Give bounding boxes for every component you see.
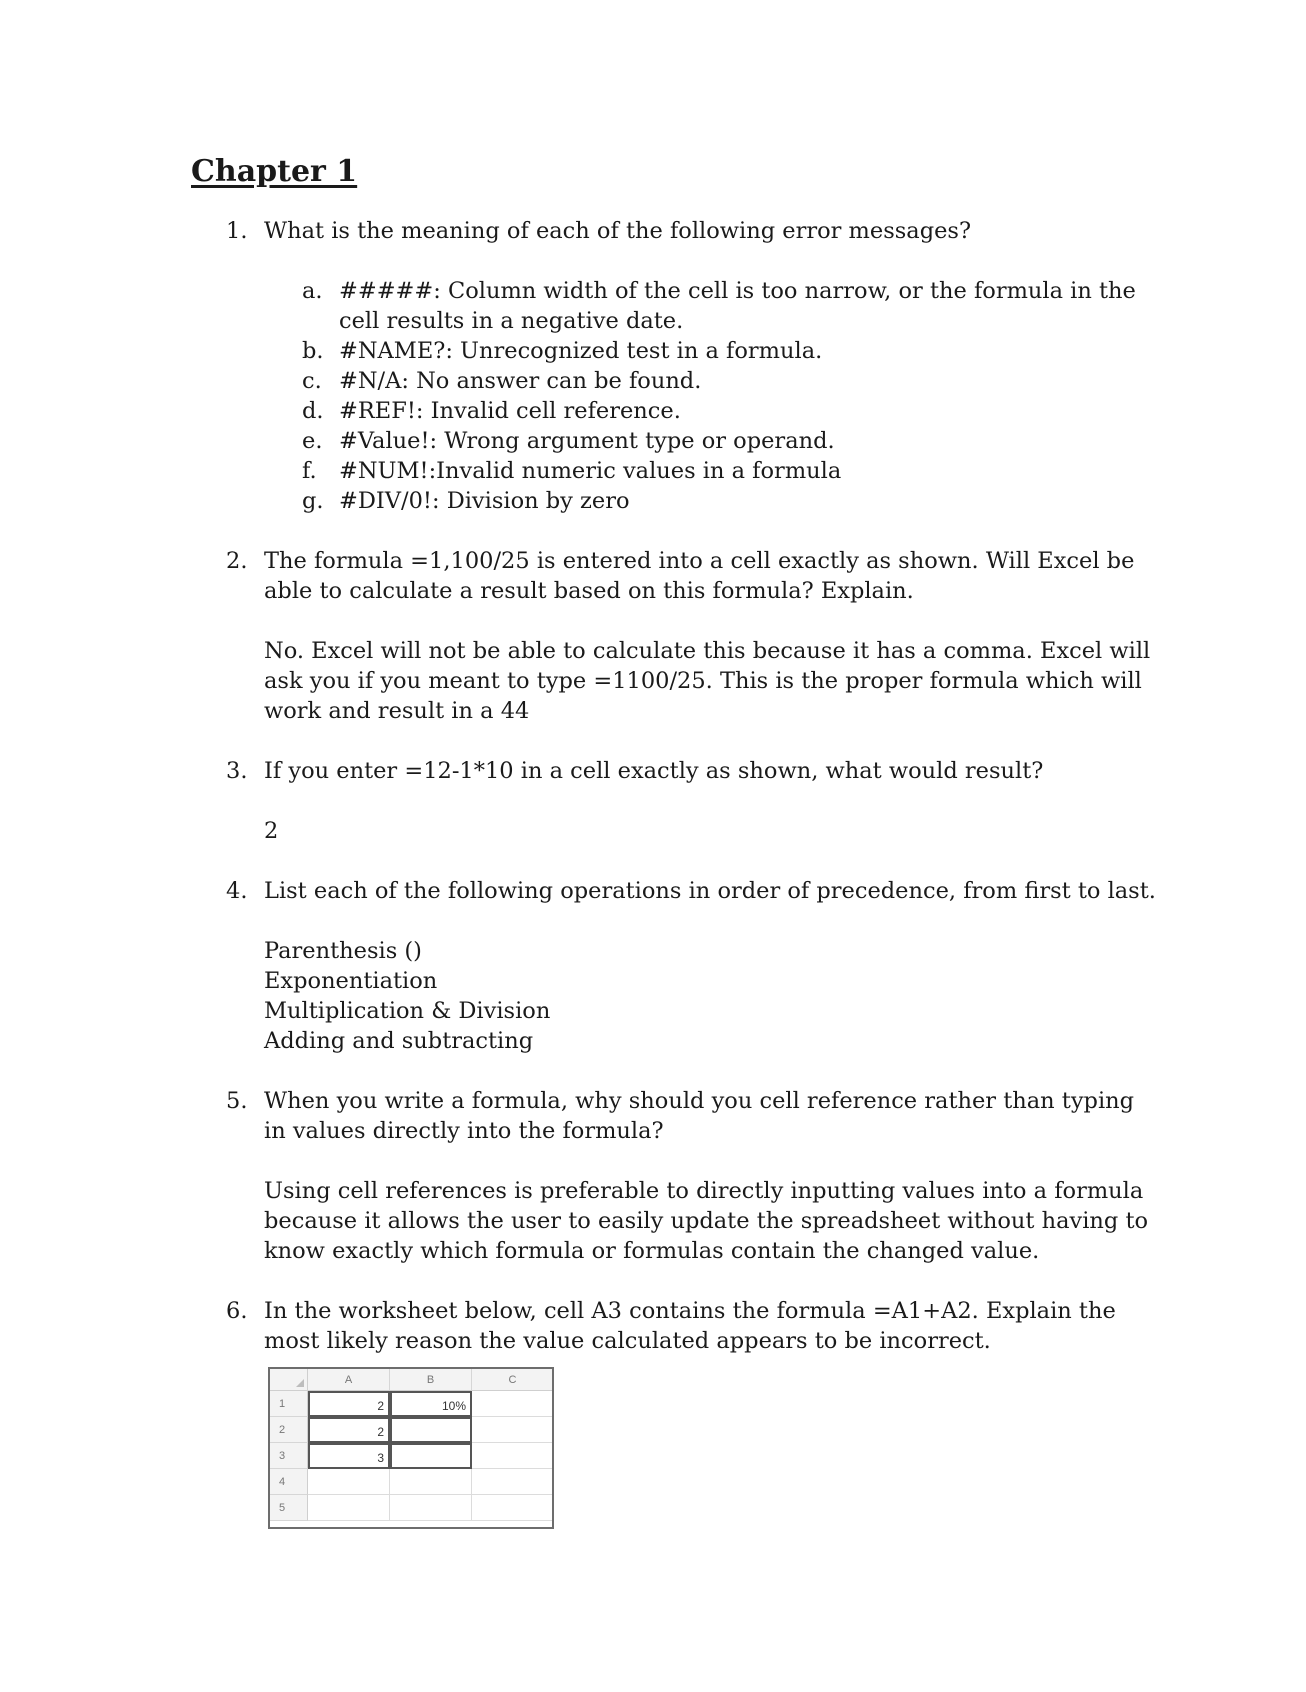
answer-5-line-3: know exactly which formula or formulas contain the changed value. [264, 1238, 1040, 1264]
cell-c3 [472, 1443, 554, 1469]
q1-item-a-letter: a. [302, 278, 323, 304]
q1-item-c-line: #N/A: No answer can be found. [339, 368, 702, 394]
question-1-text: What is the meaning of each of the following error messages? [264, 218, 972, 244]
cell-a3: 3 [308, 1443, 390, 1469]
answer-5-line-1: Using cell references is preferable to directly inputting values into a formula [264, 1178, 1144, 1204]
q1-item-a-line-1: #####: Column width of the cell is too narrow, or the formula in the [339, 278, 1136, 304]
worksheet-image [268, 1367, 554, 1529]
row-header-2: 2 [270, 1417, 308, 1443]
q1-item-b-line: #NAME?: Unrecognized test in a formula. [339, 338, 823, 364]
cell-c2 [472, 1417, 554, 1443]
answer-4-line-3: Multiplication & Division [264, 998, 551, 1024]
row-header-3: 3 [270, 1443, 308, 1469]
question-2-line-1: The formula =1,100/25 is entered into a cell exactly as shown. Will Excel be [264, 548, 1135, 574]
column-header-a: A [308, 1369, 390, 1391]
q1-item-g-line: #DIV/0!: Division by zero [339, 488, 630, 514]
q1-item-c-letter: c. [302, 368, 322, 394]
cell-b5 [390, 1495, 472, 1521]
question-1-number: 1. [226, 218, 248, 244]
column-header-b: B [390, 1369, 472, 1391]
column-header-c: C [472, 1369, 554, 1391]
q1-item-a-line-2: cell results in a negative date. [339, 308, 684, 334]
question-2-line-2: able to calculate a result based on this formula? Explain. [264, 578, 914, 604]
q1-item-g-letter: g. [302, 488, 324, 514]
cell-c4 [472, 1469, 554, 1495]
answer-4-line-2: Exponentiation [264, 968, 438, 994]
question-6-line-2: most likely reason the value calculated appears to be incorrect. [264, 1328, 991, 1354]
answer-4-line-1: Parenthesis () [264, 938, 422, 964]
cell-b3 [390, 1443, 472, 1469]
q1-item-f-letter: f. [302, 458, 317, 484]
answer-3-line-1: 2 [264, 818, 279, 844]
question-5-line-1: When you write a formula, why should you cell reference rather than typing [264, 1088, 1135, 1114]
question-3-line-1: If you enter =12-1*10 in a cell exactly as shown, what would result? [264, 758, 1044, 784]
q1-item-f-line: #NUM!:Invalid numeric values in a formula [339, 458, 842, 484]
question-6-line-1: In the worksheet below, cell A3 contains the formula =A1+A2. Explain the [264, 1298, 1116, 1324]
question-4-number: 4. [226, 878, 248, 904]
q1-item-d-letter: d. [302, 398, 324, 424]
q1-item-d-line: #REF!: Invalid cell reference. [339, 398, 681, 424]
row-header-1: 1 [270, 1391, 308, 1417]
answer-2-line-3: work and result in a 44 [264, 698, 530, 724]
answer-4-line-4: Adding and subtracting [264, 1028, 534, 1054]
q1-item-e-letter: e. [302, 428, 323, 454]
question-2-number: 2. [226, 548, 248, 574]
cell-c1 [472, 1391, 554, 1417]
cell-a2: 2 [308, 1417, 390, 1443]
select-all-corner [270, 1369, 308, 1391]
cell-c5 [472, 1495, 554, 1521]
question-6-number: 6. [226, 1298, 248, 1324]
question-5-number: 5. [226, 1088, 248, 1114]
cell-b2 [390, 1417, 472, 1443]
row-header-4: 4 [270, 1469, 308, 1495]
row-header-5: 5 [270, 1495, 308, 1521]
answer-5-line-2: because it allows the user to easily update the spreadsheet without having to [264, 1208, 1149, 1234]
question-5-line-2: in values directly into the formula? [264, 1118, 664, 1144]
q1-item-e-line: #Value!: Wrong argument type or operand. [339, 428, 835, 454]
cell-a4 [308, 1469, 390, 1495]
question-4-line-1: List each of the following operations in order of precedence, from first to last. [264, 878, 1156, 904]
cell-a5 [308, 1495, 390, 1521]
answer-2-line-1: No. Excel will not be able to calculate this because it has a comma. Excel will [264, 638, 1151, 664]
chapter-title: Chapter 1 [191, 154, 358, 189]
cell-b4 [390, 1469, 472, 1495]
question-3-number: 3. [226, 758, 248, 784]
answer-2-line-2: ask you if you meant to type =1100/25. This is the proper formula which will [264, 668, 1142, 694]
cell-b1: 10% [390, 1391, 472, 1417]
q1-item-b-letter: b. [302, 338, 324, 364]
cell-a1: 2 [308, 1391, 390, 1417]
